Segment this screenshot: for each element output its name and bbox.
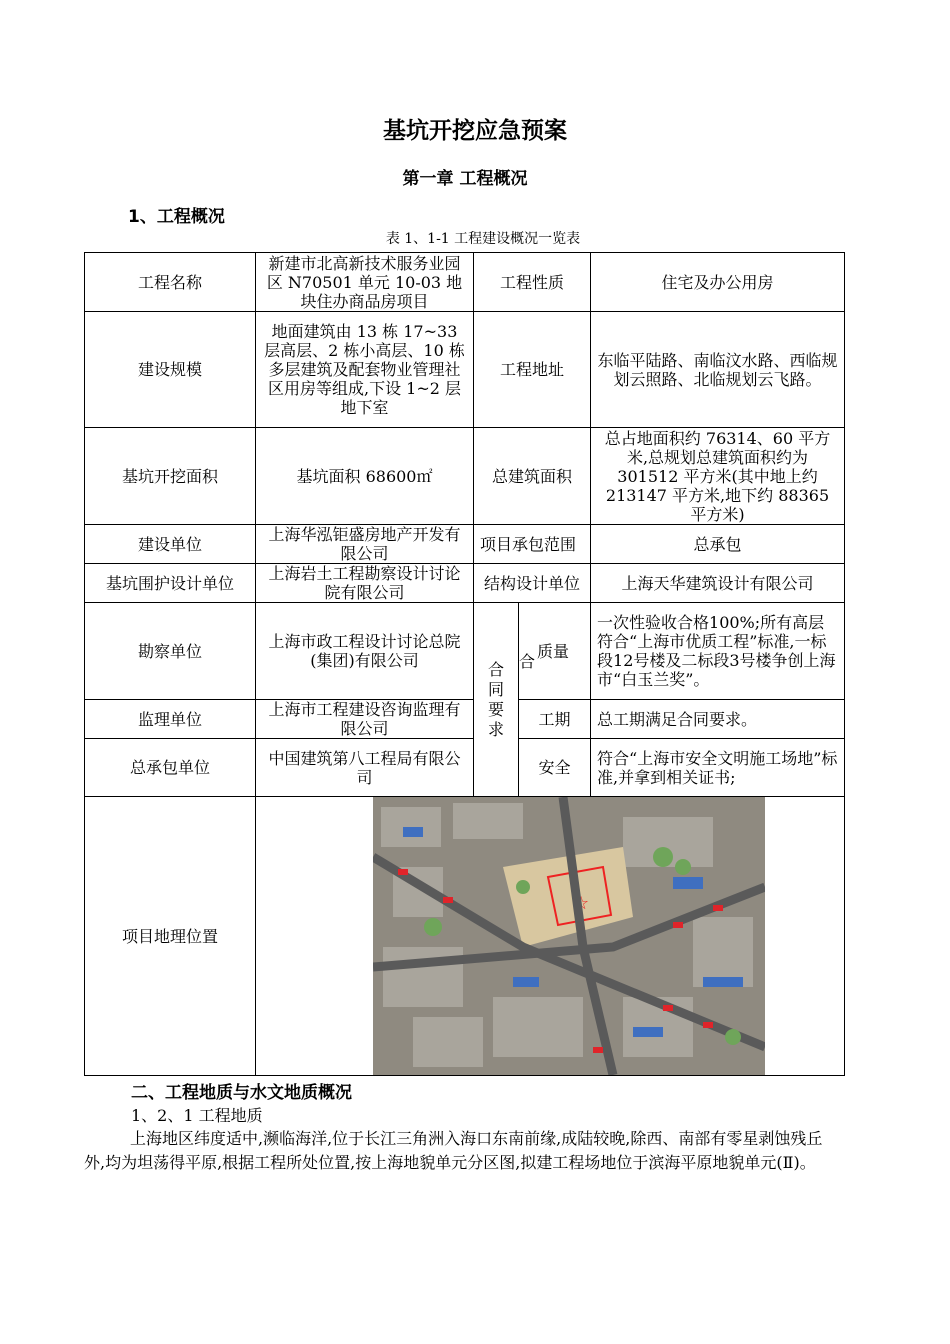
cell-label: 总承包单位 bbox=[85, 739, 256, 797]
overlap-char: 合 bbox=[519, 651, 536, 671]
cell-value: 基坑面积 68600㎡ bbox=[256, 428, 474, 525]
table-row bbox=[85, 428, 845, 525]
cell-value: 上海华泓钜盛房地产开发有限公司 bbox=[256, 525, 474, 564]
cell-label: 总建筑面积 bbox=[474, 428, 591, 525]
document-title: 基坑开挖应急预案 bbox=[383, 118, 567, 144]
cell-value: 上海岩土工程勘察设计讨论院有限公司 bbox=[256, 564, 474, 603]
cell-value: 一次性验收合格100%;所有高层符合“上海市优质工程”标准,一标段12号楼及二标段3号楼争创上海市“白玉兰奖”。 bbox=[591, 603, 845, 700]
chapter-heading: 第一章 工程概况 bbox=[402, 169, 528, 189]
cell-value: 地面建筑由 13 栋 17~33 层高层、2 栋小高层、10 栋多层建筑及配套物业管理社区用房等组成,下设 1~2 层地下室 bbox=[256, 312, 474, 428]
table-row bbox=[85, 564, 845, 603]
cell-value: 符合“上海市安全文明施工场地”标准,并拿到相关证书; bbox=[591, 739, 845, 797]
table-row bbox=[85, 700, 845, 739]
cell-label: 勘察单位 bbox=[85, 603, 256, 700]
table-row bbox=[85, 603, 845, 700]
cell-label: 工程名称 bbox=[85, 253, 256, 312]
location-map-cell bbox=[256, 797, 845, 1076]
cell-label: 建设单位 bbox=[85, 525, 256, 564]
table-row bbox=[85, 797, 845, 1076]
table-caption: 表 1、1-1 工程建设概况一览表 bbox=[385, 231, 581, 247]
cell-value: 中国建筑第八工程局有限公司 bbox=[256, 739, 474, 797]
cell-value: 上海天华建筑设计有限公司 bbox=[591, 564, 845, 603]
table-row bbox=[85, 739, 845, 797]
cell-value: 上海市工程建设咨询监理有限公司 bbox=[256, 700, 474, 739]
cell-label: 工程性质 bbox=[474, 253, 591, 312]
contract-requirements-label: 合同要求 bbox=[474, 603, 519, 797]
cell-label: 安全 bbox=[519, 739, 591, 797]
cell-label: 基坑围护设计单位 bbox=[85, 564, 256, 603]
cell-value: 新建市北高新技术服务业园区 N70501 单元 10-03 地块住办商品房项目 bbox=[256, 253, 474, 312]
cell-value: 总承包 bbox=[591, 525, 845, 564]
cell-label bbox=[519, 603, 591, 700]
table-row bbox=[85, 312, 845, 428]
cell-value: 住宅及办公用房 bbox=[591, 253, 845, 312]
section-heading-1: 1、工程概况 bbox=[128, 207, 225, 227]
subsection-heading: 1、2、1 工程地质 bbox=[131, 1106, 263, 1125]
quality-label: 质量 bbox=[537, 641, 570, 661]
site-star-icon: ☆ bbox=[573, 893, 590, 914]
cell-label: 监理单位 bbox=[85, 700, 256, 739]
cell-label: 结构设计单位 bbox=[474, 564, 591, 603]
cell-value: 东临平陆路、南临汶水路、西临规划云照路、北临规划云飞路。 bbox=[591, 312, 845, 428]
cell-value: 总占地面积约 76314、60 平方米,总规划总建筑面积约为 301512 平方米(其中地上约 213147 平方米,地下约 88365 平方米) bbox=[591, 428, 845, 525]
cell-label: 工期 bbox=[519, 700, 591, 739]
body-paragraph: 上海地区纬度适中,濒临海洋,位于长江三角洲入海口东南前缘,成陆较晚,除西、南部有零星剥蚀残丘外,均为坦荡得平原,根据工程所处位置,按上海地貌单元分区图,拟建工程场地位于滨海平原地貌单元(Ⅱ)。 bbox=[84, 1129, 823, 1172]
cell-label: 项目承包范围 bbox=[474, 525, 591, 564]
section-heading-2: 二、工程地质与水文地质概况 bbox=[131, 1083, 352, 1103]
location-map-image bbox=[373, 797, 765, 1075]
cell-value: 上海市政工程设计讨论总院(集团)有限公司 bbox=[256, 603, 474, 700]
cell-label: 工程地址 bbox=[474, 312, 591, 428]
table-row bbox=[85, 253, 845, 312]
cell-label: 项目地理位置 bbox=[85, 797, 256, 1076]
cell-label: 基坑开挖面积 bbox=[85, 428, 256, 525]
table-row bbox=[85, 525, 845, 564]
project-overview-table bbox=[84, 252, 845, 1076]
cell-label: 建设规模 bbox=[85, 312, 256, 428]
cell-value: 总工期满足合同要求。 bbox=[591, 700, 845, 739]
